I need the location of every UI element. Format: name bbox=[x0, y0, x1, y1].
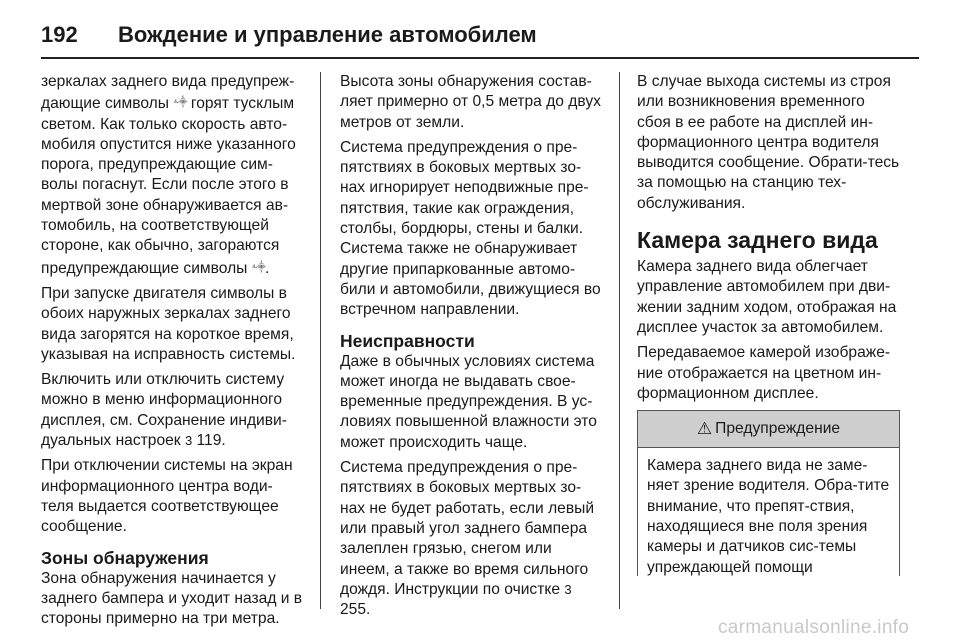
page-header bbox=[41, 18, 919, 54]
paragraph: Зона обнаружения начинается у заднего бампера и уходит назад и в стороны примерно на три метра. bbox=[41, 569, 303, 628]
text: Система предупреждения о пре-пятствиях в боковых мертвых зо-нах не будет работать, если левый или правый угол заднего бампера залеплен грязью, снегом или инеем, а также во время сильного дождя. Инструкции по очистке bbox=[340, 459, 595, 598]
paragraph: При отключении системы на экран информационного центра води-теля выдается соответствующее сообщение. bbox=[41, 457, 293, 536]
text: . bbox=[366, 601, 371, 619]
column-3 bbox=[637, 72, 900, 576]
paragraph: Высота зоны обнаружения состав-ляет примерно от 0,5 метра до двух метров от земли. bbox=[340, 73, 601, 131]
blind-spot-warning-icon: ⁴·⸎ bbox=[251, 261, 265, 272]
page-reference-link[interactable]: 119 bbox=[196, 432, 222, 450]
paragraph bbox=[340, 458, 603, 620]
header-rule bbox=[41, 57, 919, 59]
page-reference-link[interactable]: 255 bbox=[340, 601, 367, 619]
paragraph: Камера заднего вида облегчает управление автомобилем при дви-жении задним ходом, отображая на дисплее участок за автомобилем. bbox=[637, 258, 897, 336]
section-heading-camera: Камера заднего вида bbox=[637, 227, 878, 254]
section-heading-faults: Неисправности bbox=[340, 330, 475, 351]
paragraph: Передаваемое камерой изображе-ние отображается на цветном ин-формационном дисплее. bbox=[637, 344, 891, 402]
page-reference-icon: 3 bbox=[184, 433, 193, 449]
text: Включить или отключить систему можно в меню информационного дисплея, см. Сохранение индиви-дуальных настроек bbox=[41, 371, 287, 450]
paragraph: Система предупреждения о пре-пятствиях в боковых мертвых зо-нах игнорирует неподвижные пре-пятствия, такие как ограждения, столбы, бордюры, стены и балки. Система также не обнаруживает другие припаркованные автомо-били и автомобили, движущиеся во встречном направлении. bbox=[340, 138, 601, 319]
column-divider bbox=[619, 72, 620, 609]
page-number: 192 bbox=[41, 22, 78, 47]
footer-watermark: carmanualsonline.info bbox=[718, 617, 910, 638]
paragraph: При запуске двигателя символы в обоих наружных зеркалах заднего вида загорятся на короткое время, указывая на исправность системы. bbox=[41, 284, 296, 363]
page-reference-icon: 3 bbox=[564, 581, 572, 597]
warning-box bbox=[637, 410, 900, 576]
section-heading-zones: Зоны обнаружения bbox=[41, 547, 209, 568]
warning-triangle-icon: ⚠ bbox=[696, 419, 713, 438]
text: зеркалах заднего вида предупреж-дающие символы bbox=[41, 73, 295, 113]
paragraph bbox=[41, 370, 304, 451]
blind-spot-warning-icon: ⁴·⸎ bbox=[173, 97, 187, 108]
text: . bbox=[221, 432, 226, 450]
warning-body: Камера заднего вида не заме-няет зрение водителя. Обра-тите внимание, что препят-ствия, находящиеся вне поля зрения камеры и датчиков сис-темы упреждающей помощи bbox=[637, 448, 900, 576]
paragraph: Даже в обычных условиях система может иногда не выдавать свое-временные предупреждения. В ус-ловиях повышенной влажности это может происходить чаще. bbox=[340, 352, 597, 451]
text: . bbox=[264, 259, 270, 277]
column-2 bbox=[340, 72, 603, 625]
text: горят тусклым светом. Как только скорость авто-мобиля опустится ниже указанного порога, предупреждающие сим-волы погаснут. Если после этого в мертвой зоне обнаруживается ав-томобиль, на соответствующей стороне, как обычно, загораются предупреждающие символы bbox=[41, 95, 296, 277]
column-divider bbox=[320, 72, 321, 609]
column-1 bbox=[41, 72, 304, 634]
page-title: Вождение и управление автомобилем bbox=[118, 22, 537, 47]
paragraph bbox=[41, 72, 304, 279]
paragraph: В случае выхода системы из строя или возникновения временного сбоя в ее работе на дисплей ин-формационного центра водителя выводится сообщение. Обрати-тесь за помощью на станцию тех-обслуживания. bbox=[637, 73, 900, 212]
warning-title: Предупреждение bbox=[715, 420, 841, 437]
warning-header bbox=[637, 410, 900, 448]
